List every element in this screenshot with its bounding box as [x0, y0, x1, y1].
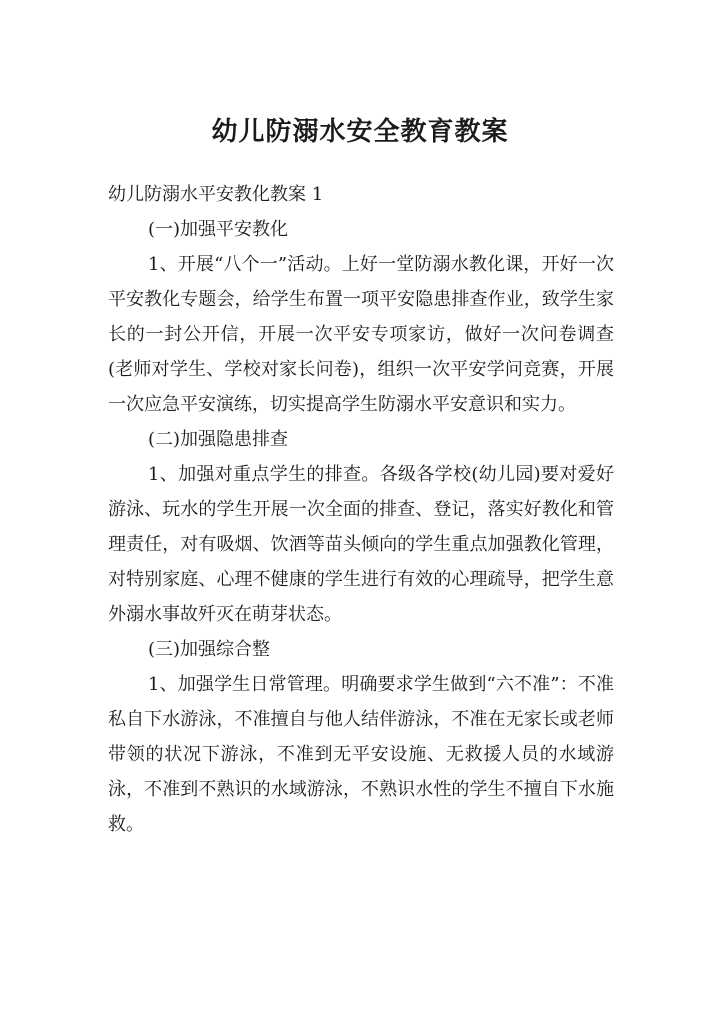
document-title: 幼儿防溺水安全教育教案 [211, 117, 509, 147]
document-body [108, 177, 614, 842]
section-heading-3: (三)加强综合整 [148, 639, 271, 660]
section-paragraph-2: 1、加强对重点学生的排查。各级各学校(幼儿园)要对爱好游泳、玩水的学生开展一次全面的排查、登记，落实好教化和管理责任，对有吸烟、饮酒等苗头倾向的学生重点加强教化管理，对特别家庭、心理不健康的学生进行有效的心理疏导，把学生意外溺水事故歼灭在萌芽状态。 [108, 464, 614, 625]
section-heading-2: (二)加强隐患排查 [148, 429, 289, 450]
document-subtitle: 幼儿防溺水平安教化教案 1 [108, 184, 324, 205]
section-paragraph-3: 1、加强学生日常管理。明确要求学生做到“六不准”：不准私自下水游泳，不准擅自与他人结伴游泳，不准在无家长或老师带领的状况下游泳，不准到无平安设施、无救援人员的水域游泳，不准到不熟识的水域游泳，不熟识水性的学生不擅自下水施救。 [108, 674, 614, 835]
section-paragraph-1: 1、开展“八个一”活动。上好一堂防溺水教化课，开好一次平安教化专题会，给学生布置一项平安隐患排查作业，致学生家长的一封公开信，开展一次平安专项家访，做好一次问卷调查(老师对学生、学校对家长问卷)，组织一次平安学问竞赛，开展一次应急平安演练，切实提高学生防溺水平安意识和实力。 [108, 254, 614, 415]
section-heading-1: (一)加强平安教化 [148, 219, 289, 240]
